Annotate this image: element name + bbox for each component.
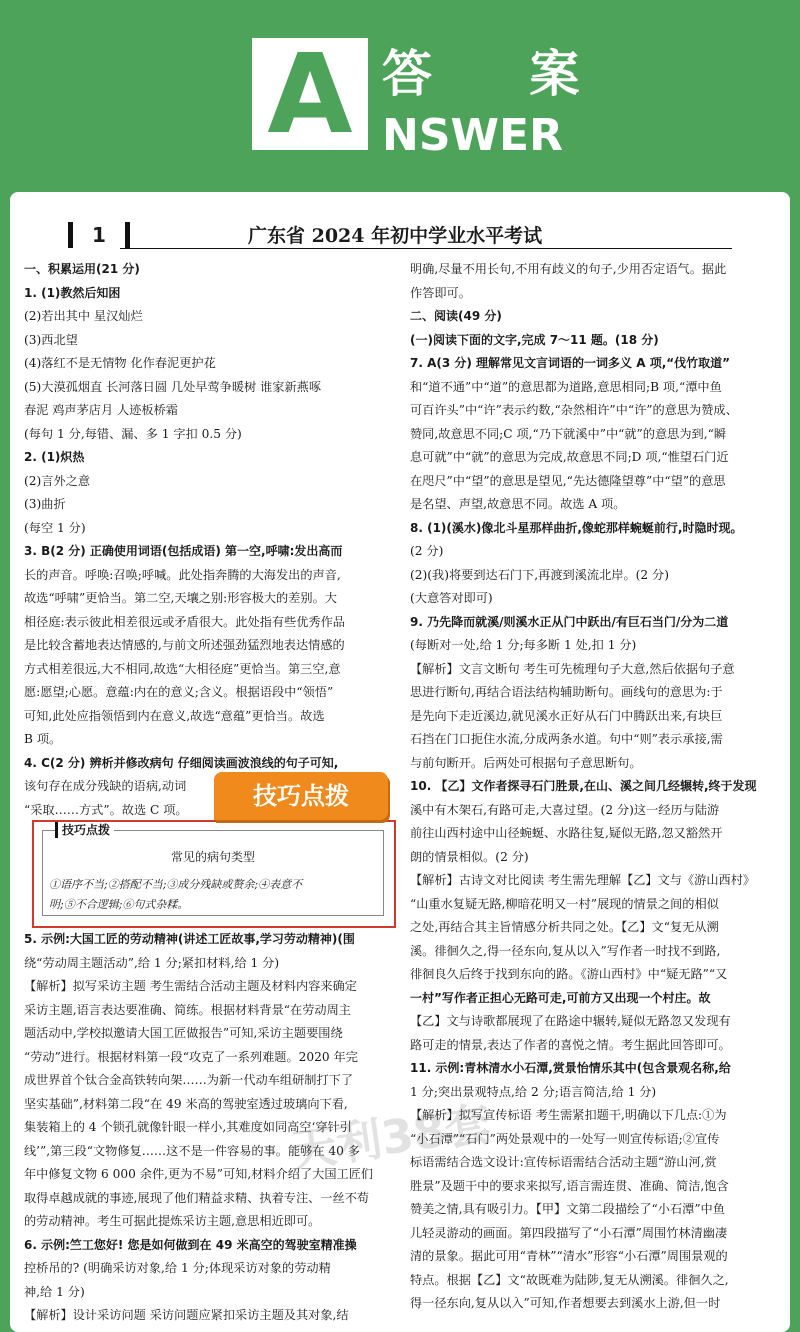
text-line: 特点。根据【乙】文“故既难为陆陟,复无从溯溪。徘徊久之,: [410, 1272, 729, 1287]
text-line: (4)落红不是无情物 化作春泥更护花: [24, 356, 216, 370]
text-line: 8. (1)(溪水)像北斗星那样曲折,像蛇那样蜿蜒前行,时隐时现。: [410, 520, 743, 535]
text-line: (大意答对即可): [410, 591, 493, 605]
tip-line: ①语序不当;②搭配不当;③成分残缺或赘余;④表意不: [49, 878, 303, 891]
answer-title-cn: 答 案: [382, 45, 620, 103]
text-line: 11. 示例:青林清水小石潭,赏景怡情乐其中(包含景观名称,给: [410, 1061, 731, 1075]
text-line: “山重水复疑无路,柳暗花明又一村”展现的情景之间的相似: [410, 896, 719, 911]
text-line: 是名望、声望,故意思不同。故选 A 项。: [410, 497, 626, 511]
text-line: (2 分): [410, 544, 444, 558]
text-line: 年中修复文物 6 000 余件,更为不易”可知,材料介绍了大国工匠们: [24, 1167, 374, 1181]
text-line: 坚实基础”,材料第二段“在 49 米高的驾驶室透过玻璃向下看,: [24, 1096, 348, 1111]
text-line: 一、积累运用(21 分): [24, 262, 140, 276]
text-line: (每句 1 分,每错、漏、多 1 字扣 0.5 分): [24, 426, 242, 441]
text-line: 是先向下走近溪边,就见溪水正好从石门中腾跃出来,有块巨: [410, 708, 723, 723]
text-line: (3)曲折: [24, 497, 66, 511]
tip-line: 明;⑤不合逻辑;⑥句式杂糅。: [49, 898, 189, 911]
text-line: 清的景象。据此可用“青林”“清水”形容“小石潭”周围景观的: [410, 1249, 728, 1263]
text-line: 标语需结合选文设计:宣传标语需结合活动主题“游山河,赏: [410, 1155, 717, 1169]
text-line: 故选“呼啸”更恰当。第二空,天壤之别:形容极大的差别。大: [24, 591, 337, 605]
text-line: 溪。徘徊久之,得一径东向,复从以入”写作者一时找不到路,: [410, 943, 721, 958]
text-line: 题活动中,学校拟邀请大国工匠做报告”可知,采访主题要围绕: [24, 1026, 343, 1040]
tip-heading: 技巧点拨: [55, 822, 114, 838]
text-line: 作答即可。: [410, 285, 471, 300]
text-line: 朗的情景相似。(2 分): [410, 849, 529, 864]
text-line: (2)言外之意: [24, 473, 91, 488]
text-line: 取得卓越成就的事迹,展现了他们精益求精、执着专注、一丝不苟: [24, 1190, 370, 1205]
text-line: 【解析】文言文断句 考生可先梳理句子大意,然后依据句子意: [410, 661, 735, 676]
text-line: 之处,再结合其主旨情感分析共同之处。【乙】文“复无从溯: [410, 920, 719, 934]
text-line: 徘徊良久后终于找到东向的路。《游山西村》中“疑无路”“又: [410, 967, 728, 981]
text-line: 线’”,第三段“文物修复……这不是一件容易的事。能够在 40 多: [24, 1143, 360, 1158]
text-line: 【解析】拟写采访主题 考生需结合活动主题及材料内容来确定: [24, 979, 357, 993]
text-line: 思进行断句,再结合语法结构辅助断句。画线句的意思为:于: [410, 685, 723, 699]
text-line: 控桥吊的? (明确采访对象,给 1 分;体现采访对象的劳动精: [24, 1261, 331, 1275]
text-line: 明确,尽量不用长句,不用有歧义的句子,少用否定语气。据此: [410, 262, 727, 276]
text-line: 5. 示例:大国工匠的劳动精神(讲述工匠故事,学习劳动精神)(围: [24, 932, 355, 946]
answer-title-en: NSWER: [382, 110, 563, 161]
text-line: 【解析】古诗文对比阅读 考生需先理解【乙】文与《游山西村》: [410, 873, 756, 887]
exam-number: 1: [68, 222, 130, 248]
text-line: 集装箱上的 4 个锁孔就像针眼一样小,其难度如同高空‘穿针引: [24, 1120, 352, 1134]
text-line: (5)大漠孤烟直 长河落日圆 几处早莺争暖树 谁家新燕啄: [24, 379, 322, 394]
text-line: 路可走的情景,表达了作者的喜悦之情。考生据此回答即可。: [410, 1037, 731, 1052]
text-line: 在咫尺”中“望”的意思是望见,“先达德隆望尊”中“望”的意思: [410, 473, 726, 488]
text-line: 长的声音。呼唤:召唤;呼喊。此处指奔腾的大海发出的声音,: [24, 567, 341, 582]
text-line: B 项。: [24, 732, 62, 746]
text-line: “采取……方式”。故选 C 项。: [24, 802, 188, 817]
text-line: 该句存在成分残缺的语病,动词: [24, 779, 187, 793]
tip-box: [32, 820, 396, 928]
text-line: 的劳动精神。考生可据此提炼采访主题,意思相近即可。: [24, 1214, 321, 1228]
header-banner: [0, 0, 800, 190]
text-line: 溪中有木架石,有路可走,大喜过望。(2 分)这一经历与陆游: [410, 802, 720, 817]
text-line: 4. C(2 分) 辨析并修改病句 仔细阅读画波浪线的句子可知,: [24, 755, 339, 770]
text-line: “小石潭”“石门”两处景观中的一处写一则宣传标语;②宣传: [410, 1131, 720, 1146]
text-line: 2. (1)炽热: [24, 450, 85, 464]
text-line: 【乙】文与诗歌都展现了在路途中辗转,疑似无路忽又发现有: [410, 1014, 731, 1028]
text-line: 7. A(3 分) 理解常见文言词语的一词多义 A 项,“伐竹取道”: [410, 356, 731, 370]
text-line: 6. 示例:竺工您好! 您是如何做到在 49 米高空的驾驶室精准操: [24, 1237, 357, 1252]
tip-badge: 技巧点拨: [214, 772, 388, 820]
exam-title: 广东省 2024 年初中学业水平考试: [248, 225, 543, 247]
text-line: 儿轻灵游动的画面。第四段描写了“小石潭”周围竹林清幽凄: [410, 1225, 728, 1240]
text-line: 石挡在门口扼住水流,分成两条水道。句中“则”表示承接,需: [410, 732, 723, 746]
answer-logo-letter: A: [252, 38, 368, 150]
text-line: 1. (1)教然后知困: [24, 285, 121, 300]
text-line: 【解析】拟写宣传标语 考生需紧扣题干,明确以下几点:①为: [410, 1108, 727, 1122]
text-line: (每断对一处,给 1 分;每多断 1 处,扣 1 分): [410, 638, 637, 652]
text-line: 与前句断开。后两处可根据句子意思断句。: [410, 755, 642, 770]
text-line: 和“道不通”中“道”的意思都为道路,意思相同;B 项,“潭中鱼: [410, 379, 722, 394]
text-line: 得一径东向,复从以入”可知,作者想要去到溪水上游,但一时: [410, 1296, 721, 1310]
text-line: 1 分;突出景观特点,给 2 分;语言简洁,给 1 分): [410, 1084, 657, 1099]
text-line: “劳动”进行。根据材料第一段“攻克了一系列难题。2020 年完: [24, 1049, 358, 1064]
text-line: 愿:愿望;心愿。意蕴:内在的意义;含义。根据语段中“领悟”: [24, 685, 334, 699]
text-line: 二、阅读(49 分): [410, 309, 502, 323]
text-line: 3. B(2 分) 正确使用词语(包括成语) 第一空,呼啸:发出高而: [24, 544, 343, 558]
text-line: 神,给 1 分): [24, 1284, 85, 1299]
text-line: 【解析】设计采访问题 采访问题应紧扣采访主题及其对象,结: [24, 1308, 349, 1322]
text-line: (每空 1 分): [24, 520, 86, 535]
text-line: 可百许头”中“许”表示约数,“杂然相许”中“许”的意思为赞成、: [410, 403, 738, 417]
text-line: 相径庭:表示彼此相差很远或矛盾很大。此处指有些优秀作品: [24, 614, 345, 629]
text-line: 9. 乃先降而就溪/则溪水正从门中跃出/有巨石当门/分为二道: [410, 614, 729, 629]
text-line: (2)若出其中 星汉灿烂: [24, 309, 143, 323]
text-line: 息可就”中“就”的意思为完成,故意思不同;D 项,“惟望石门近: [410, 450, 729, 464]
watermark-logo: 天利38套: [286, 1096, 495, 1179]
left-column: [24, 258, 394, 822]
text-line: (一)阅读下面的文字,完成 7～11 题。(18 分): [410, 332, 659, 347]
text-line: 10. 【乙】文作者探寻石门胜景,在山、溪之间几经辗转,终于发现: [410, 779, 757, 793]
text-line: (2)(我)将要到达石门下,再渡到溪流北岸。(2 分): [410, 567, 669, 582]
text-line: 采访主题,语言表达要准确、简练。根据材料背景“在劳动周主: [24, 1002, 351, 1017]
text-line: 可知,此处应指领悟到内在意义,故选“意蕴”更恰当。故选: [24, 708, 325, 723]
text-line: 赞同,故意思不同;C 项,“乃下就溪中”中“就”的意思为到,“瞬: [410, 426, 727, 441]
tip-body: [49, 875, 379, 915]
text-line: 绕“劳动周主题活动”,给 1 分;紧扣材料,给 1 分): [24, 955, 280, 970]
text-line: 是比较含蓄地表达情感的,与前文所述强劲猛烈地表达情感的: [24, 638, 345, 652]
text-line: (3)西北望: [24, 332, 78, 347]
text-line: 方式相差很远,大不相同,故选“大相径庭”更恰当。第三空,意: [24, 661, 341, 676]
text-line: 春泥 鸡声茅店月 人迹板桥霜: [24, 403, 178, 417]
text-line: 胜景”及题干中的要求来拟写,语言需连贯、准确、简洁,饱含: [410, 1178, 729, 1193]
text-line: 前往山西村途中山径蜿蜒、水路往复,疑似无路,忽又豁然开: [410, 826, 723, 840]
tip-title: 常见的病句类型: [170, 850, 255, 864]
text-line: 一村”写作者正担心无路可走,可前方又出现一个村庄。故: [410, 990, 711, 1005]
text-line: 成世界首个钛合金高铁转向架……为新一代动车组研制打下了: [24, 1073, 354, 1087]
tip-inner-frame: [42, 823, 384, 916]
text-line: 赞美之情,具有吸引力。【甲】文第二段描绘了“小石潭”中鱼: [410, 1202, 725, 1216]
